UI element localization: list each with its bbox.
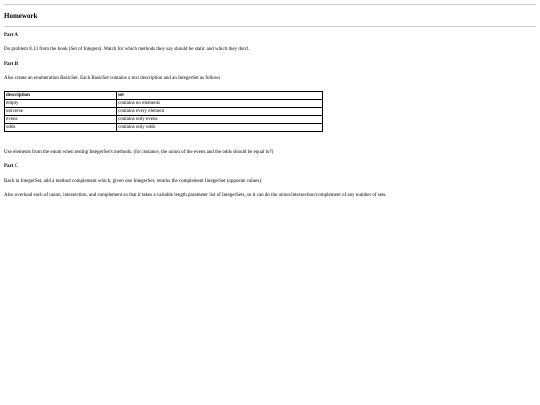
part-b-outro: Use elements from the enum when testing IntegerSet's methods. (for instance, the union of the evens and the odds should be equal to?) [4,150,274,155]
part-c-heading-letter: C [13,164,19,169]
part-c-text-1: Back in IntegerSet, add a method complement which, given one IntegerSet, returns the complement IntegerSet (opposite values). [4,179,263,184]
column-header-set: set [117,92,323,100]
table-row [5,108,323,116]
top-divider [4,4,536,5]
table-cell-set: contains every element [117,108,323,116]
table-cell-description: odds [5,124,117,132]
part-b-heading: Part B [4,62,19,67]
page-title: Homework [4,12,38,20]
table-cell-description: empty [5,100,117,108]
table-row [5,116,323,124]
title-divider [4,26,536,27]
table-cell-set: contains only odds [117,124,323,132]
part-a-text: Do problem 8.13 from the book (Set of Integers). Watch for which methods they say should be static and which they don't. [4,47,250,52]
column-header-description: description [5,92,117,100]
table-header-row [5,92,323,100]
part-a-heading: Part A [4,33,19,38]
table-row [5,100,323,108]
basicset-table [4,91,323,132]
table-cell-set: contains only evens [117,116,323,124]
part-b-intro: Also create an enumeration BasicSet. Each BasicSet contains a text description and an IntegerSet as follows [4,76,221,81]
table-row [5,124,323,132]
part-c-heading [4,164,18,170]
table-cell-description: evens [5,116,117,124]
part-c-text-2: Also overload each of union, intersection, and complement so that it takes a variable length parameter list of IntegerSets, so it can do the union/intersection/complement of any number of sets. [4,193,387,198]
table-cell-description: universe [5,108,117,116]
part-c-heading-bold: Part [4,164,14,169]
table-cell-set: contains no elements [117,100,323,108]
